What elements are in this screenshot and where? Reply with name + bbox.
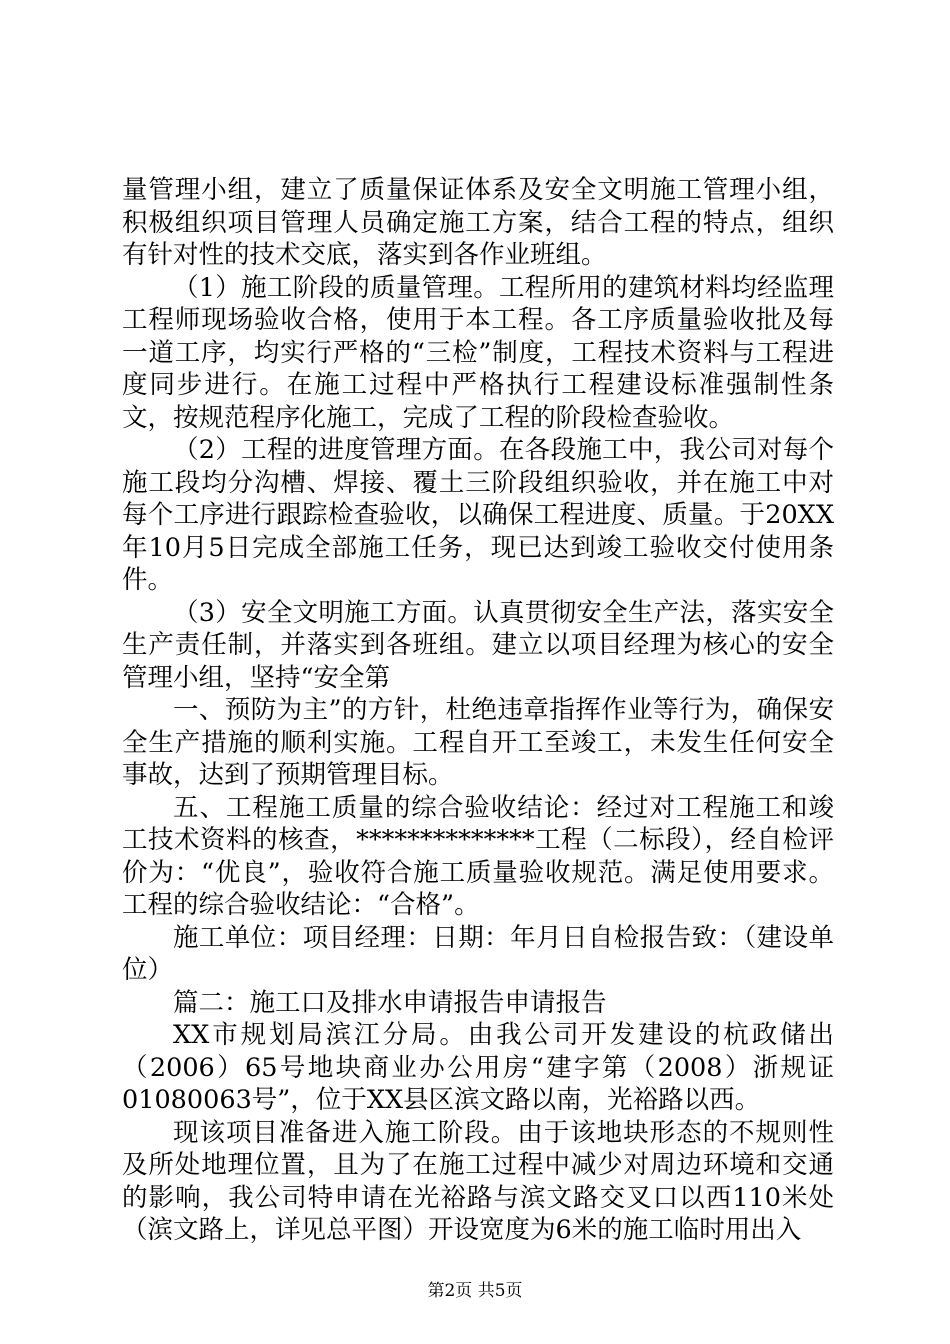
paragraph-8: 篇二：施工口及排水申请报告申请报告	[173, 987, 607, 1018]
page-number-footer: 第2页 共5页	[427, 1281, 523, 1301]
paragraph-9: XX市规划局滨江分局。由我公司开发建设的杭政储出（2006）65号地块商业办公用房“建字第（2008）浙规证01080063号”，位于XX县区滨文路以南，光裕路以西。	[122, 1020, 834, 1115]
paragraph-4: （3）安全文明施工方面。认真贯彻安全生产法，落实安全生产责任制，并落实到各班组。建立以项目经理为核心的安全管理小组，坚持“安全第	[122, 597, 834, 693]
paragraph-3: （2）工程的进度管理方面。在各段施工中，我公司对每个施工段均分沟槽、焊接、覆土三阶段组织验收，并在施工中对每个工序进行跟踪检查验收，以确保工程进度、质量。于20XX年10月5日完成全部施工任务，现已达到竣工验收交付使用条件。	[122, 435, 834, 595]
paragraph-1: 量管理小组，建立了质量保证体系及安全文明施工管理小组，积极组织项目管理人员确定施工方案，结合工程的特点，组织有针对性的技术交底，落实到各作业班组。	[122, 175, 834, 270]
document-body	[122, 174, 834, 1247]
paragraph-5: 一、预防为主”的方针，杜绝违章指挥作业等行为，确保安全生产措施的顺利实施。工程自开工至竣工，未发生任何安全事故，达到了预期管理目标。	[122, 695, 834, 790]
paragraph-10: 现该项目准备进入施工阶段。由于该地块形态的不规则性及所处地理位置，且为了在施工过程中减少对周边环境和交通的影响，我公司特申请在光裕路与滨文路交叉口以西110米处（滨文路上，详见总平图）开设宽度为6米的施工临时用出入	[122, 1117, 834, 1245]
paragraph-2: （1）施工阶段的质量管理。工程所用的建筑材料均经监理工程师现场验收合格，使用于本工程。各工序质量验收批及每一道工序，均实行严格的“三检”制度，工程技术资料与工程进度同步进行。在施工过程中严格执行工程建设标准强制性条文，按规范程序化施工，完成了工程的阶段检查验收。	[122, 272, 834, 433]
paragraph-7: 施工单位：项目经理：日期：年月日自检报告致：（建设单位）	[122, 922, 834, 985]
paragraph-6: 五、工程施工质量的综合验收结论：经过对工程施工和竣工技术资料的核查，**************工程（二标段），经自检评价为：“优良”，验收符合施工质量验收规范。满足使用要求。工程的综合验收结论：“合格”。	[122, 792, 834, 920]
